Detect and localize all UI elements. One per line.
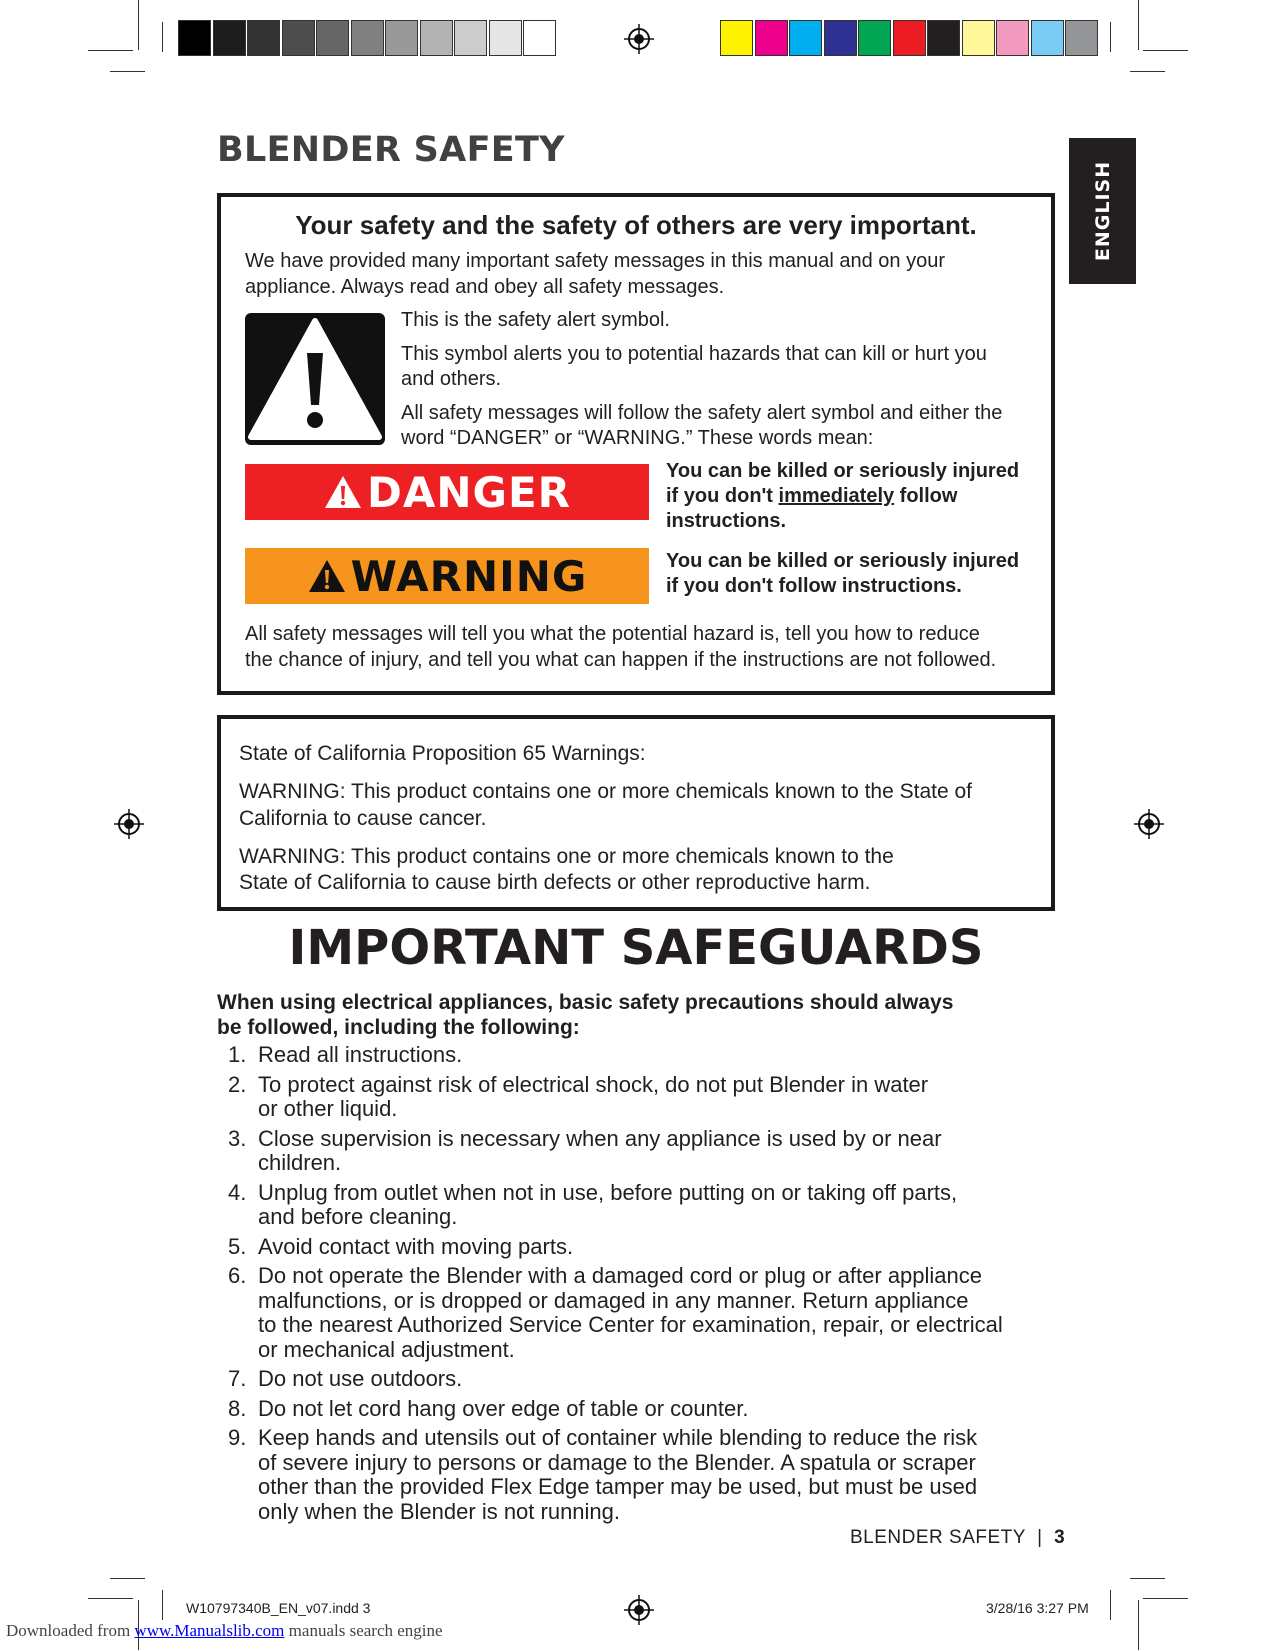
registration-mark-icon — [624, 24, 654, 54]
danger-text-emphasis: immediately — [778, 485, 895, 507]
safeguard-text-line: other than the provided Flex Edge tamper may be used, but must be used — [258, 1474, 978, 1499]
safeguard-number: 7. — [228, 1366, 247, 1391]
safeguard-item — [222, 1181, 1062, 1230]
warning-alert-icon — [307, 558, 347, 594]
danger-label: DANGER — [366, 467, 572, 517]
safeguard-number: 6. — [228, 1263, 247, 1288]
warning-text-2: if you don't follow instructions. — [666, 575, 962, 597]
danger-banner — [245, 464, 649, 520]
page-number: 3 — [1054, 1527, 1066, 1548]
gray-swatch — [247, 20, 280, 56]
crop-mark — [1110, 1590, 1111, 1620]
crop-mark — [1138, 0, 1139, 50]
safeguard-number: 9. — [228, 1425, 247, 1450]
slug-date: 3/28/16 3:27 PM — [986, 1600, 1089, 1616]
safeguard-number: 8. — [228, 1395, 247, 1421]
prop65-w1-line2: California to cause cancer. — [239, 807, 487, 830]
safeguard-item — [222, 1235, 1062, 1260]
crop-mark — [1110, 22, 1111, 52]
language-tab-label: ENGLISH — [1091, 160, 1114, 262]
closing-2: the chance of injury, and tell you what can happen if the instructions are not followed. — [245, 649, 997, 671]
safeguard-text-line: or mechanical adjustment. — [258, 1336, 515, 1362]
safeguard-number: 2. — [228, 1071, 247, 1097]
process-swatch — [927, 20, 960, 56]
registration-mark-icon — [624, 1595, 654, 1625]
safeguard-item — [222, 1397, 1062, 1422]
safeguard-text-line: of severe injury to persons or damage to the Blender. A spatula or scraper — [258, 1449, 976, 1475]
process-swatch — [789, 20, 822, 56]
process-swatch — [996, 20, 1029, 56]
process-swatch — [858, 20, 891, 56]
crop-mark — [1138, 1600, 1139, 1650]
safeguard-item — [222, 1426, 1062, 1524]
download-prefix: Downloaded from — [6, 1621, 135, 1640]
safeguards-lead-1: When using electrical appliances, basic safety precautions should always — [217, 991, 954, 1014]
safeguard-text-line: malfunctions, or is dropped or damaged in any manner. Return appliance — [258, 1287, 969, 1313]
crop-mark — [88, 1598, 133, 1599]
safeguard-text-line: or other liquid. — [258, 1096, 398, 1121]
safeguard-text-line: Do not let cord hang over edge of table or counter. — [258, 1395, 749, 1421]
process-swatch — [962, 20, 995, 56]
gray-swatch — [282, 20, 315, 56]
page-title: BLENDER SAFETY — [217, 130, 565, 170]
safety-intro-line2: appliance. Always read and obey all safety messages. — [245, 276, 725, 298]
words-1: All safety messages will follow the safety alert symbol and either the — [401, 402, 1003, 424]
crop-mark — [110, 71, 145, 72]
safeguard-text-line: To protect against risk of electrical shock, do not put Blender in water — [258, 1071, 929, 1097]
gray-swatch — [178, 20, 211, 56]
safeguard-text-line: Avoid contact with moving parts. — [258, 1233, 574, 1259]
warning-triangle-icon — [245, 313, 385, 445]
safety-heading: Your safety and the safety of others are very important. — [295, 210, 977, 240]
gray-swatch — [385, 20, 418, 56]
process-swatch — [720, 20, 753, 56]
safeguard-item — [222, 1264, 1062, 1362]
safeguard-item — [222, 1367, 1062, 1392]
danger-text-2 — [666, 484, 957, 509]
gray-swatch — [489, 20, 522, 56]
process-swatch — [893, 20, 926, 56]
safeguards-lead-2: be followed, including the following: — [217, 1016, 580, 1039]
safeguard-text-line: Close supervision is necessary when any appliance is used by or near — [258, 1125, 942, 1151]
safeguard-text-line: Do not operate the Blender with a damaged cord or plug or after appliance — [258, 1263, 983, 1288]
process-swatch — [824, 20, 857, 56]
safeguard-text-line: to the nearest Authorized Service Center for examination, repair, or electrical — [258, 1312, 1003, 1337]
page-footer — [850, 1527, 1065, 1549]
prop65-w2-line2: State of California to cause birth defects or other reproductive harm. — [239, 871, 871, 894]
symbol-desc-2: and others. — [401, 368, 502, 390]
crop-mark — [162, 22, 163, 52]
warning-text-1: You can be killed or seriously injured — [666, 550, 1020, 572]
closing-1: All safety messages will tell you what the potential hazard is, tell you how to reduce — [245, 623, 980, 645]
crop-mark — [110, 1578, 145, 1579]
safeguard-item — [222, 1043, 1062, 1068]
safeguard-number: 5. — [228, 1233, 247, 1259]
danger-text-2c: follow — [894, 485, 958, 507]
gray-swatch — [213, 20, 246, 56]
crop-mark — [1143, 50, 1188, 51]
crop-mark — [138, 0, 139, 50]
registration-mark-icon — [114, 809, 144, 839]
gray-swatch — [454, 20, 487, 56]
gray-swatch — [523, 20, 556, 56]
safeguard-text-line: Keep hands and utensils out of container while blending to reduce the risk — [258, 1425, 978, 1450]
process-swatch — [1065, 20, 1098, 56]
gray-swatch — [351, 20, 384, 56]
safeguards-list — [222, 1043, 1062, 1529]
registration-mark-icon — [1134, 809, 1164, 839]
safeguard-text-line: Read all instructions. — [258, 1042, 463, 1067]
safeguard-text-line: and before cleaning. — [258, 1204, 458, 1229]
safeguard-text-line: Unplug from outlet when not in use, before putting on or taking off parts, — [258, 1179, 958, 1205]
danger-alert-icon — [323, 474, 363, 510]
safety-intro-line1: We have provided many important safety messages in this manual and on your — [245, 250, 945, 272]
symbol-line: This is the safety alert symbol. — [401, 309, 670, 331]
safeguard-number: 1. — [228, 1042, 247, 1067]
manualslib-link[interactable]: www.Manualslib.com — [134, 1621, 285, 1640]
process-swatch — [1031, 20, 1064, 56]
footer-separator: | — [1037, 1527, 1043, 1548]
crop-mark — [1130, 1578, 1165, 1579]
danger-text-1: You can be killed or seriously injured — [666, 460, 1020, 482]
crop-mark — [1130, 71, 1165, 72]
safeguard-text-line: Do not use outdoors. — [258, 1366, 463, 1391]
gray-swatch — [316, 20, 349, 56]
download-suffix: manuals search engine — [284, 1621, 443, 1640]
download-attribution — [6, 1621, 443, 1641]
safeguard-text-line: children. — [258, 1150, 342, 1175]
warning-label: WARNING — [350, 551, 588, 601]
language-tab — [1069, 138, 1136, 284]
crop-mark — [1143, 1598, 1188, 1599]
prop65-heading: State of California Proposition 65 Warnings: — [239, 742, 646, 765]
crop-mark — [88, 50, 133, 51]
warning-banner — [245, 548, 649, 604]
safety-alert-symbol — [245, 313, 385, 445]
process-swatch — [755, 20, 788, 56]
prop65-w2-line1: WARNING: This product contains one or more chemicals known to the — [239, 845, 894, 868]
safeguards-title: IMPORTANT SAFEGUARDS — [288, 920, 984, 976]
safeguard-number: 3. — [228, 1125, 247, 1151]
prop65-w1-line1: WARNING: This product contains one or more chemicals known to the State of — [239, 780, 972, 803]
danger-text-2a: if you don't — [666, 485, 779, 507]
symbol-desc-1: This symbol alerts you to potential hazards that can kill or hurt you — [401, 343, 987, 365]
footer-section: BLENDER SAFETY — [850, 1527, 1026, 1548]
safeguard-number: 4. — [228, 1179, 247, 1205]
slug-file: W10797340B_EN_v07.indd 3 — [186, 1600, 371, 1616]
safeguard-item — [222, 1127, 1062, 1176]
safeguard-text-line: only when the Blender is not running. — [258, 1498, 621, 1524]
words-2: word “DANGER” or “WARNING.” These words mean: — [401, 427, 874, 449]
crop-mark — [162, 1590, 163, 1620]
danger-text-3: instructions. — [666, 510, 787, 532]
safeguard-item — [222, 1073, 1062, 1122]
gray-swatch — [420, 20, 453, 56]
